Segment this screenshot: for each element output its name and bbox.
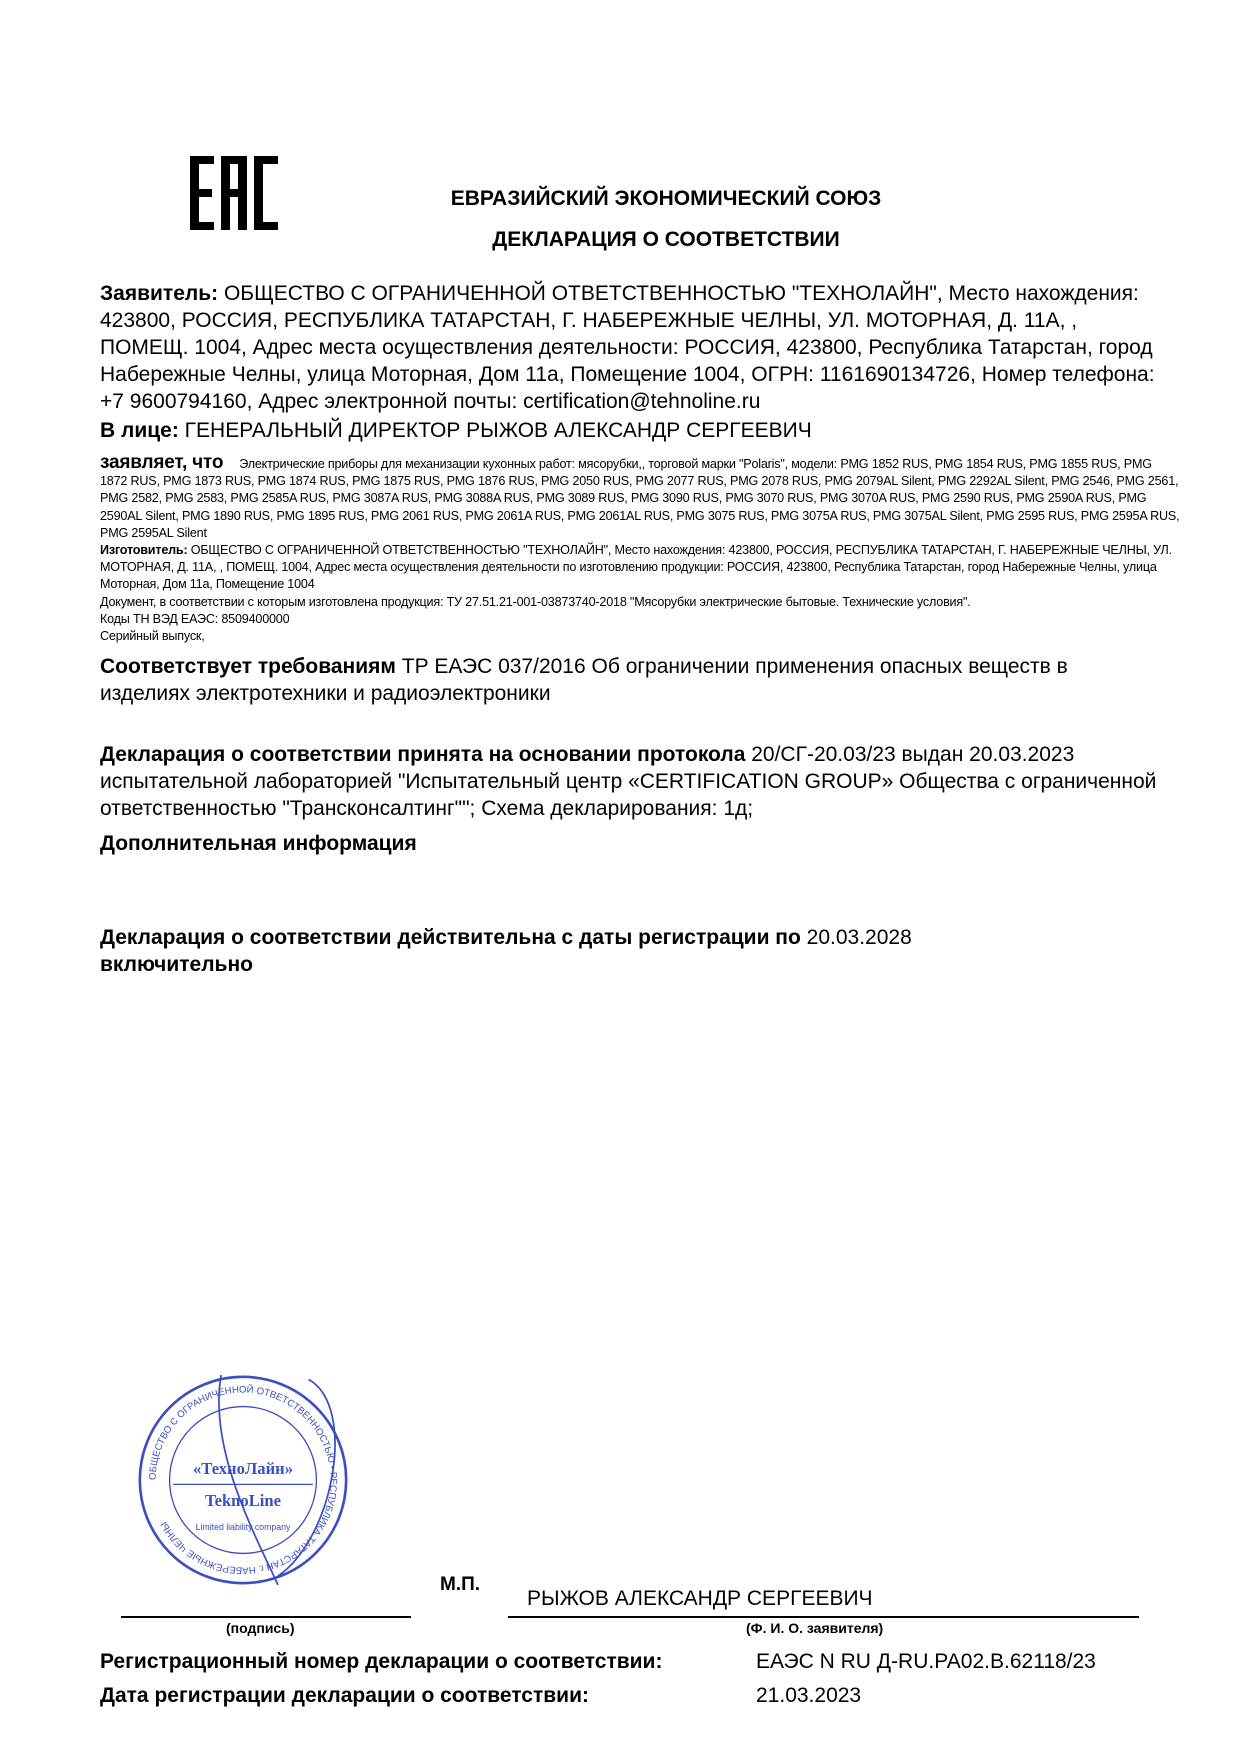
conforms-section [100, 653, 1160, 707]
manufacturer-label: Изготовитель: [100, 543, 188, 558]
declares-section [100, 454, 1180, 645]
validity-suffix: включительно [100, 953, 253, 977]
signature-caption: (подпись) [226, 1620, 295, 1636]
conforms-text: ТР ЕАЭС 037/2016 Об ограничении применения опасных веществ в изделиях электротехники и радиоэлектроники [100, 655, 1068, 706]
basis-text: 20/СГ-20.03/23 выдан 20.03.2023 испытательной лабораторией "Испытательный центр «CERTIFICATION GROUP» Общества с ограниченной ответственностью "Трансконсалтинг""; Схема декларирования: 1д; [100, 743, 1157, 821]
additional-info-label: Дополнительная информация [100, 832, 417, 856]
svg-text:«ТехноЛайн»: «ТехноЛайн» [193, 1458, 293, 1478]
basis-section [100, 741, 1160, 822]
represented-label: В лице: [100, 419, 179, 442]
applicant-name: РЫЖОВ АЛЕКСАНДР СЕРГЕЕВИЧ [527, 1587, 873, 1610]
union-title: ЕВРАЗИЙСКИЙ ЭКОНОМИЧЕСКИЙ СОЮЗ [450, 187, 882, 210]
svg-text:ОБЩЕСТВО С ОГРАНИЧЕННОЙ ОТВЕТС [148, 1384, 339, 1576]
svg-text:Limited liability company: Limited liability company [195, 1521, 291, 1532]
applicant-section [100, 280, 1160, 415]
validity-date: 20.03.2028 [800, 926, 912, 950]
registration-date: 21.03.2023 [756, 1684, 862, 1707]
seal-place-label: М.П. [440, 1574, 481, 1595]
signature-line [121, 1616, 411, 1618]
represented-section [100, 417, 1160, 444]
declares-label: заявляет, что [100, 452, 224, 473]
product-description: Электрические приборы для механизации кухонных работ: мясорубки,, торговой марки "Polaris", модели: PMG 1852 RUS, PMG 1854 RUS, PMG 1855 RUS, PMG 1872 RUS, PMG 1873 RUS, PMG 1874 RUS, PMG 1875 RUS, PMG 1876 RUS, PMG 2050 RUS, PMG 2077 RUS, PMG 2078 RUS, PMG 2079AL Silent, PMG 2292AL Silent, PMG 2546, PMG 2561, PMG 2582, PMG 2583, PMG 2585A RUS, PMG 3087A RUS, PMG 3088A RUS, PMG 3089 RUS, PMG 3090 RUS, PMG 3070 RUS, PMG 3070A RUS, PMG 2590 RUS, PMG 2590A RUS, PMG 2590AL Silent, PMG 1890 RUS, PMG 1895 RUS, PMG 2061 RUS, PMG 2061A RUS, PMG 2061AL RUS, PMG 3075 RUS, PMG 3075A RUS, PMG 3075AL Silent, PMG 2595 RUS, PMG 2595A RUS, PMG 2595AL Silent [100, 457, 1180, 540]
svg-text:TeknoLine: TeknoLine [205, 1491, 281, 1511]
customs-codes: Коды ТН ВЭД ЕАЭС: 8509400000 [100, 611, 290, 626]
stamp-outer-text: ОБЩЕСТВО С ОГРАНИЧЕННОЙ ОТВЕТСТВЕННОСТЬЮ • РЕСПУБЛИКА ТАТАРСТАН г. НАБЕРЕЖНЫЕ ЧЕЛНЫ [147, 1384, 339, 1576]
standard-document: Документ, в соответствии с которым изготовлена продукция: ТУ 27.51.21-001-03873740-2018 "Мясорубки электрические бытовые. Технические условия". [100, 594, 971, 609]
conforms-label: Соответствует требованиям [100, 655, 396, 679]
applicant-label: Заявитель: [100, 282, 219, 305]
applicant-text: ОБЩЕСТВО С ОГРАНИЧЕННОЙ ОТВЕТСТВЕННОСТЬЮ "ТЕХНОЛАЙН", Место нахождения: 423800, РОССИЯ, РЕСПУБЛИКА ТАТАРСТАН, Г. НАБЕРЕЖНЫЕ ЧЕЛНЫ, УЛ. МОТОРНАЯ, Д. 11А, , ПОМЕЩ. 1004, Адрес места осуществления деятельности: РОССИЯ, 423800, Республика Татарстан, город Набережные Челны, улица Моторная, Дом 11а, Помещение 1004, ОГРН: 1161690134726, Номер телефона: +7 9600794160, Адрес электронной почты: certification@tehnoline.ru [100, 282, 1155, 413]
serial-production: Серийный выпуск, [100, 629, 205, 644]
name-line [508, 1616, 1139, 1618]
registration-number-label: Регистрационный номер декларации о соответствии: [100, 1650, 663, 1673]
validity-label: Декларация о соответствии действительна с даты регистрации по [100, 926, 801, 950]
company-stamp [125, 1362, 361, 1598]
basis-label: Декларация о соответствии принята на основании протокола [100, 743, 746, 767]
registration-date-label: Дата регистрации декларации о соответствии: [100, 1684, 589, 1707]
document-title: ДЕКЛАРАЦИЯ О СООТВЕТСТВИИ [492, 228, 840, 251]
registration-number: ЕАЭС N RU Д-RU.РА02.В.62118/23 [756, 1650, 1096, 1673]
manufacturer-text: ОБЩЕСТВО С ОГРАНИЧЕННОЙ ОТВЕТСТВЕННОСТЬЮ "ТЕХНОЛАЙН", Место нахождения: 423800, РОССИЯ, РЕСПУБЛИКА ТАТАРСТАН, Г. НАБЕРЕЖНЫЕ ЧЕЛНЫ, УЛ. МОТОРНАЯ, Д. 11А, , ПОМЕЩ. 1004, Адрес места осуществления деятельности по изготовлению продукции: РОССИЯ, 423800, Республика Татарстан, город Набережные Челны, улица Моторная, Дом 11а, Помещение 1004 [100, 543, 1172, 592]
validity-section [100, 924, 1160, 978]
name-caption: (Ф. И. О. заявителя) [746, 1620, 884, 1636]
declaration-body [100, 280, 1180, 978]
represented-text: ГЕНЕРАЛЬНЫЙ ДИРЕКТОР РЫЖОВ АЛЕКСАНДР СЕРГЕЕВИЧ [178, 419, 812, 442]
